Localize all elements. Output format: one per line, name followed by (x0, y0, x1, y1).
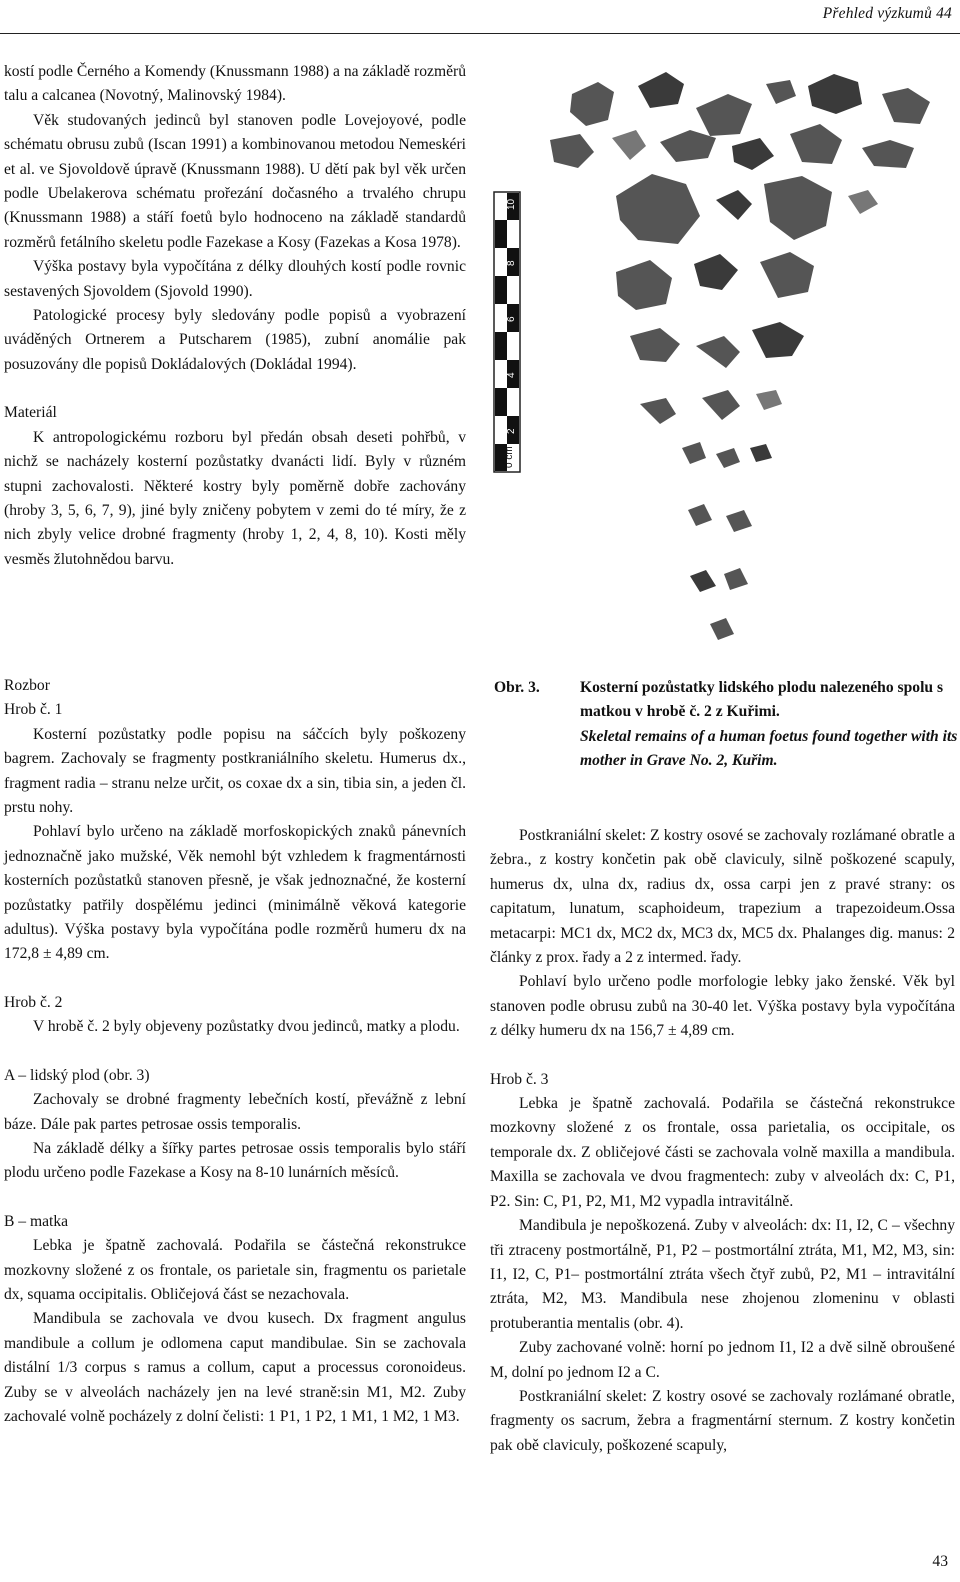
scale-label-3: 3 (496, 402, 507, 408)
scale-label-0: 0 cm (504, 446, 515, 468)
scale-label-4: 4 (506, 372, 517, 378)
figure-caption-cz: Kosterní pozůstatky lidského plodu nalezeného spolu s matkou v hrobě č. 2 z Kuřimi. (580, 679, 944, 721)
paragraph-plod-2: Na základě délky a šířky partes petrosae ossis temporalis bylo stáří plodu určeno podle Fazekase a Kosy na 8-10 lunárních měsíců. (4, 1139, 466, 1182)
paragraph-material: K antropologickému rozboru byl předán obsah deseti pohřbů, v nichž se nacházely kosterní pozůstatky dvanácti lidí. Byly v různém stupni zachovalosti. Některé kostry byly poměrně dobře zachovány (hroby 3, 5, 6, 7, 9), jiné byly zničeny pobytem v zemi do té míry, že z nich zbyly velice drobné fragmenty (hroby 1, 2, 4, 8, 10). Kosti měly vesměs žlutohnědou barvu. (4, 428, 466, 568)
subheading-plod: A – lidský plod (obr. 3) (4, 1066, 150, 1084)
subheading-matka: B – matka (4, 1212, 69, 1230)
paragraph-hrob3-3: Zuby zachované volně: horní po jednom I1, I2 a dvě silně obroušené M, dolní po jednom I2 a C. (490, 1339, 955, 1381)
paragraph-matka-2: Mandibula se zachovala ve dvou kusech. Dx fragment angulus mandibule a collum je odlomena caput mandibulae. Sin se zachovala distální 1/3 corpus s ramus a collum, caput a processus coronoideus. Zuby se v alveolách nacházely jen na levé straně:sin M1, M2. Zuby zachovalé volně pocházely z dolní čelisti: 1 P1, 1 P2, 1 M1, 1 M2, 1 M3. (4, 1310, 466, 1425)
scale-bar (494, 192, 520, 472)
bone-photograph (490, 64, 958, 662)
scale-label-1: 1 (496, 458, 507, 464)
bone-fragments (550, 72, 930, 640)
page-number: 43 (932, 1552, 948, 1570)
figure-label: Obr. 3. (494, 679, 540, 696)
section-heading-material: Materiál (4, 404, 57, 422)
paragraph-plod-1: Zachovaly se drobné fragmenty lebečních kostí, převážně z lební báze. Dále pak partes petrosae ossis temporalis. (4, 1091, 466, 1133)
paragraph-matka-postcranial: Postkraniální skelet: Z kostry osové se zachovaly rozlámané obratle a žebra., z kostry končetin pak obě claviculy, silně poškozené scapuly, humerus dx, ulna dx, radius dx, ossa carpi jen z pravé strany: os capitatum, lunatum, scaphoideum, trapezium a trapezoideum.Ossa metacarpi: MC1 dx, MC2 dx, MC3 dx, MC5 dx. Phalanges dig. manus: 2 články z prox. řady a 2 z intermed. řady. (490, 827, 955, 967)
scale-label-6: 6 (506, 316, 517, 322)
scale-label-10: 10 (506, 198, 517, 210)
scale-label-9: 9 (496, 234, 507, 240)
paragraph-hrob1-1: Kosterní pozůstatky podle popisu na sáčcích byly poškozeny bagrem. Zachovaly se fragmenty postkraniálního skeletu. Humerus dx., fragment radia – stranu nelze určit, os coxae dx a sin, tibia sin, a jeden čl. prstu nohy. (4, 725, 466, 817)
running-header: Přehled výzkumů 44 (822, 5, 952, 22)
figure-caption-en: Skeletal remains of a human foetus found together with its mother in Grave No. 2, Kuřim. (580, 727, 958, 770)
subheading-hrob-1: Hrob č. 1 (4, 701, 63, 719)
subheading-hrob-3: Hrob č. 3 (490, 1070, 549, 1088)
subheading-hrob-2: Hrob č. 2 (4, 993, 63, 1011)
paragraph-hrob1-2: Pohlaví bylo určeno na základě morfoskopických znaků pánevních jednoznačně jako mužské, Věk nemohl být vzhledem k fragmentárnosti kosterních pozůstatků stanoven přesně, je však jednoznačné, že kosterní pozůstatky patřily dospělému jedinci (minimálně věková kategorie adultus). Výška postavy byla vypočítána podle rozměrů humeru dx na 172,8 ± 4,89 cm. (4, 823, 466, 963)
paragraph-matka-sex-age: Pohlaví bylo určeno podle morfologie lebky jako ženské. Věk byl stanoven podle obrusu zubů na 30-40 let. Výška postavy byla vypočítána z délky humeru dx na 156,7 ± 4,89 cm. (490, 973, 955, 1040)
scale-label-8: 8 (506, 260, 517, 266)
scale-label-5: 5 (496, 346, 507, 352)
scale-label-7: 7 (496, 290, 507, 296)
left-column-bottom (4, 674, 466, 1429)
right-column-bottom (490, 824, 955, 1458)
paragraph-methods-2: Věk studovaných jedinců byl stanoven podle Lovejoyové, podle schématu obrusu zubů (Iscan 1991) a kombinovanou metodou Nemeskéri et al. ve Sjovoldově úpravě (Knussmann 1988). U dětí pak byl věk určen podle Ubelakerova schématu prořezání dočasného a trvalého chrupu (Knussmann 1988) a stáří foetů bylo hodnoceno na základě standardů rozměrů fetálního skeletu podle Fazekase a Kosy (Fazekas a Kosa 1978). (4, 111, 466, 251)
header-rule (0, 33, 960, 34)
section-heading-rozbor: Rozbor (4, 677, 50, 694)
paragraph-methods-1: kostí podle Černého a Komendy (Knussmann 1988) a na základě rozměrů talu a calcanea (Novotný, Malinovský 1984). (4, 63, 466, 105)
paragraph-methods-4: Patologické procesy byly sledovány podle popisů a vyobrazení uváděných Ortnerem a Putscharem (1985), zubní anomálie pak posuzovány dle popisů Dokládalových (Dokládal 1994). (4, 307, 466, 373)
paragraph-hrob3-2: Mandibula je nepoškozená. Zuby v alveolách: dx: I1, I2, C – všechny tři ztraceny postmortálně, P1, P2 – postmortální ztráta, M1, M2, M3, sin: I1, I2, C, P1– postmortální ztráta všech čtyř zubů, P2, M1 – intravitální ztráta, M2, M3. Mandibula nese zhojenou zlomeninu v oblasti protuberantia mentalis (obr. 4). (490, 1217, 955, 1332)
paragraph-hrob3-1: Lebka je špatně zachovalá. Podařila se částečná rekonstrukce mozkovny složené z os frontale, ossa parietalia, os occipitale, os temporale dx. Z obličejové části se zachovala volně maxilla a mandibula. Maxilla se zachovala ve dvou fragmentech: zuby v alveolách dx: C, P1, P2. Sin: C, P1, P2, M1, M2 vypadla intravitálně. (490, 1095, 955, 1210)
scale-label-2: 2 (506, 428, 517, 434)
left-column-top (4, 60, 466, 572)
paragraph-matka-1: Lebka je špatně zachovalá. Podařila se částečná rekonstrukce mozkovny složené z os frontale, os parietale sin, fragmentu os parietale dx, squama occipitalis. Obličejová část se nezachovala. (4, 1237, 466, 1303)
paragraph-hrob3-4: Postkraniální skelet: Z kostry osové se zachovaly rozlámané obratle, fragmenty os sacrum, žebra a fragmentární sternum. Z kostry končetin pak obě claviculy, poškozené scapuly, (490, 1387, 955, 1454)
figure-foetal-bones (490, 64, 958, 662)
paragraph-hrob2-1: V hrobě č. 2 byly objeveny pozůstatky dvou jedinců, matky a plodu. (33, 1018, 460, 1036)
paragraph-methods-3: Výška postavy byla vypočítána z délky dlouhých kostí podle rovnic sestavených Sjovoldem (Sjovold 1990). (4, 258, 466, 300)
figure-caption (580, 676, 958, 774)
